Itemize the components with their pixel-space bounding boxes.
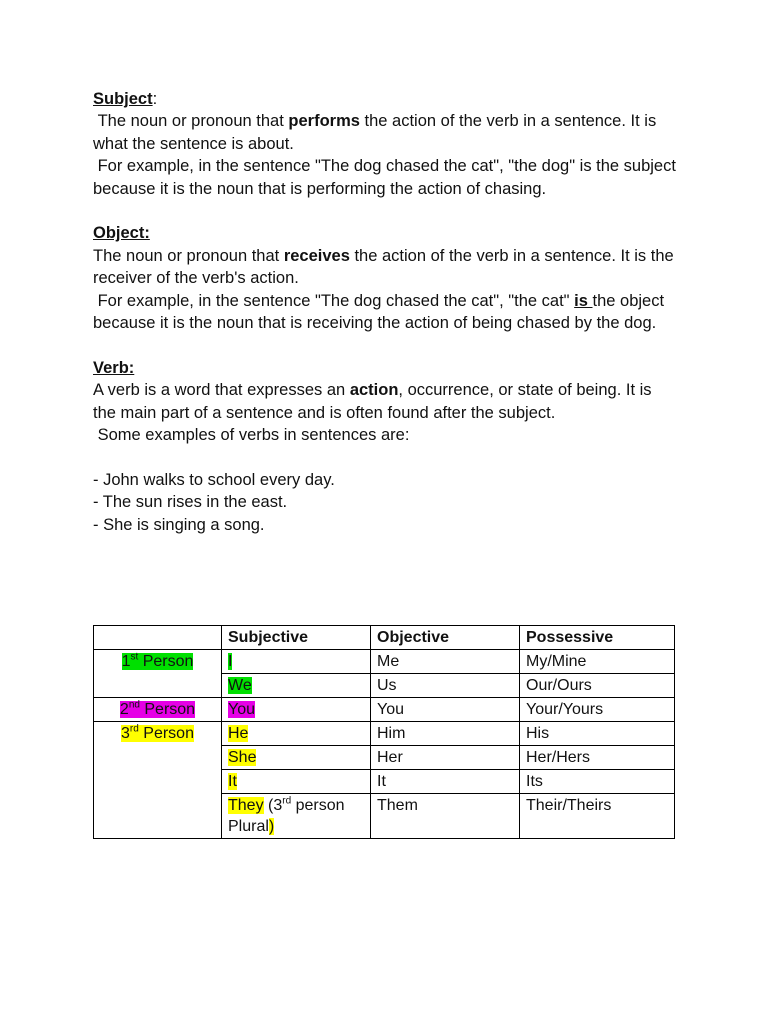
first-person-cell-cont [94, 674, 222, 698]
person-word: Person [138, 653, 194, 670]
subject-def-bold: performs [288, 112, 360, 131]
table-row [94, 722, 675, 746]
pronoun-he: He [228, 725, 249, 742]
object-def-text: The noun or pronoun that [93, 246, 284, 265]
subjective-cell [222, 722, 371, 746]
possessive-cell: Their/Theirs [520, 794, 675, 839]
verb-def-text: A verb is a word that expresses an [93, 381, 350, 400]
objective-cell: Him [371, 722, 520, 746]
person-ordinal: st [130, 651, 139, 663]
pronoun-they: They [228, 797, 264, 814]
verb-example-item: - The sun rises in the east. [93, 493, 288, 512]
person-ordinal: nd [128, 699, 140, 711]
subject-definition [93, 110, 678, 155]
third-person-cell [94, 722, 222, 746]
document-body [93, 88, 681, 536]
they-note-close: ) [268, 818, 275, 835]
header-possessive: Possessive [520, 626, 675, 650]
object-example-text: For example, in the sentence "The dog chased the cat", "the cat" [93, 291, 575, 310]
objective-cell: It [371, 770, 520, 794]
person-number: 3 [121, 725, 130, 742]
subject-example: For example, in the sentence "The dog chased the cat", "the dog" is the subject because it is the noun that is performing the action of chasing. [93, 157, 681, 198]
possessive-cell: His [520, 722, 675, 746]
object-definition [93, 245, 678, 290]
table-row [94, 674, 675, 698]
object-example [93, 290, 678, 335]
third-person-label [121, 725, 194, 742]
object-example-bold: is [574, 291, 593, 310]
first-person-cell [94, 650, 222, 674]
verb-definition [93, 379, 678, 424]
pronoun-it: It [228, 773, 237, 790]
verb-section [93, 357, 678, 536]
subjective-cell [222, 674, 371, 698]
they-note: (3 [263, 797, 283, 814]
table-row [94, 698, 675, 722]
pronoun-table [93, 625, 675, 839]
subjective-cell [222, 698, 371, 722]
verb-def-text-2: , occurrence, or state of being. It is the main part of a sentence and is often found after the subject. [93, 381, 657, 422]
table-row [94, 746, 675, 770]
possessive-cell: Our/Ours [520, 674, 675, 698]
they-note-ordinal: rd [282, 795, 292, 807]
person-word: Person [139, 701, 196, 718]
objective-cell: Them [371, 794, 520, 839]
header-objective: Objective [371, 626, 520, 650]
possessive-cell: Your/Yours [520, 698, 675, 722]
subject-def-text: The noun or pronoun that [93, 112, 289, 131]
subject-heading-line [93, 88, 678, 110]
person-number: 1 [121, 653, 131, 670]
possessive-cell: Her/Hers [520, 746, 675, 770]
verb-example-item: - John walks to school every day. [93, 470, 335, 489]
pronoun-you: You [228, 701, 255, 718]
table-header-row [94, 626, 675, 650]
subjective-cell [222, 746, 371, 770]
first-person-label [122, 653, 194, 670]
objective-cell: Us [371, 674, 520, 698]
table-row [94, 794, 675, 839]
verb-example-item: - She is singing a song. [93, 515, 265, 534]
verb-heading: Verb: [93, 358, 135, 377]
objective-cell: You [371, 698, 520, 722]
object-heading: Object: [93, 224, 150, 243]
subject-def-text-2: the action of the verb in a sentence. It is what the sentence is about. [93, 112, 661, 153]
subject-heading: Subject [93, 90, 153, 108]
possessive-cell: My/Mine [520, 650, 675, 674]
person-word: Person [138, 725, 194, 742]
spacer [93, 446, 678, 468]
subjective-cell [222, 794, 371, 839]
table-row [94, 650, 675, 674]
second-person-cell [94, 698, 222, 722]
subject-colon: : [152, 90, 158, 108]
second-person-label [120, 701, 195, 718]
subjective-cell [222, 650, 371, 674]
object-example-text-2: the object because it is the noun that is receiving the action of being chased by the dog. [93, 291, 669, 333]
object-def-text-2: the action of the verb in a sentence. It is the receiver of the verb's action. [93, 246, 679, 288]
header-subjective: Subjective [222, 626, 371, 650]
pronoun-i: I [228, 653, 233, 670]
person-ordinal: rd [129, 723, 139, 735]
table-row [94, 770, 675, 794]
object-def-bold: receives [283, 246, 350, 265]
object-section [93, 222, 678, 334]
pronoun-we: We [228, 677, 252, 694]
possessive-cell: Its [520, 770, 675, 794]
person-number: 2 [119, 701, 129, 718]
subjective-cell [222, 770, 371, 794]
they-note-text: person Plural [228, 797, 345, 835]
subject-section [93, 88, 681, 200]
objective-cell: Me [371, 650, 520, 674]
table-corner-cell [94, 626, 222, 650]
pronoun-she: She [228, 749, 257, 766]
verb-examples-intro: Some examples of verbs in sentences are: [93, 426, 410, 445]
third-person-cell-cont [94, 794, 222, 839]
third-person-cell-cont [94, 746, 222, 770]
objective-cell: Her [371, 746, 520, 770]
verb-def-bold: action [349, 381, 399, 400]
third-person-cell-cont [94, 770, 222, 794]
